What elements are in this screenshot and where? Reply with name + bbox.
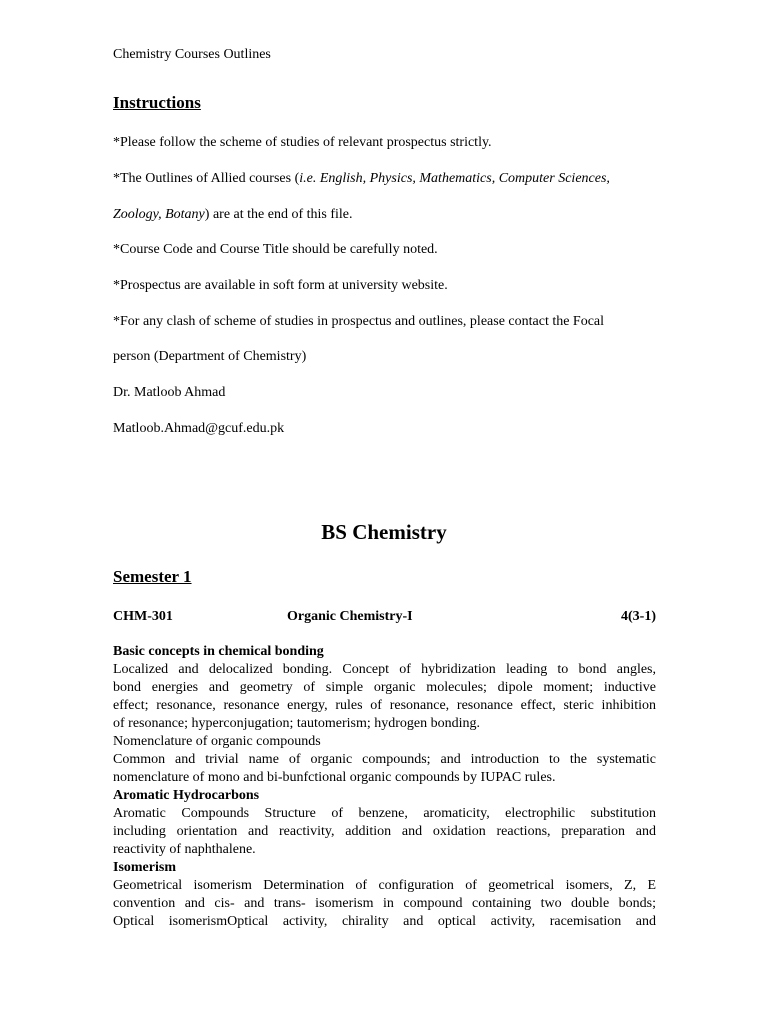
instruction-line-3-text: ) are at the end of this file. <box>204 207 353 222</box>
outline-line: of resonance; hyperconjugation; tautomerism; hydrogen bonding. <box>113 716 481 731</box>
outline-line: Aromatic Compounds Structure of benzene, aromaticity, electrophilic substitution <box>113 806 656 821</box>
course-code: CHM-301 <box>113 609 173 624</box>
semester-heading: Semester 1 <box>113 567 192 586</box>
outline-line: reactivity of naphthalene. <box>113 842 256 857</box>
outline-subheading: Aromatic Hydrocarbons <box>113 788 260 803</box>
program-title: BS Chemistry <box>321 520 447 544</box>
course-outline <box>113 643 656 931</box>
outline-line: including orientation and reactivity, addition and oxidation reactions, preparation and <box>113 824 656 839</box>
outline-subheading: Basic concepts in chemical bonding <box>113 644 324 659</box>
instruction-line-2 <box>113 170 610 188</box>
outline-line: Geometrical isomerism Determination of configuration of geometrical isomers, Z, E <box>113 878 656 893</box>
outline-line: convention and cis- and trans- isomerism in compound containing two double bonds; <box>113 896 656 911</box>
allied-courses-list-cont: Zoology, Botany <box>113 207 205 222</box>
outline-line: Common and trivial name of organic compounds; and introduction to the systematic <box>113 752 656 767</box>
outline-line: Localized and delocalized bonding. Concept of hybridization leading to bond angles, <box>113 662 656 677</box>
instruction-line-3 <box>113 206 353 224</box>
course-row <box>113 608 656 626</box>
contact-email: Matloob.Ahmad@gcuf.edu.pk <box>113 421 285 436</box>
outline-line: nomenclature of mono and bi-bunfctional organic compounds by IUPAC rules. <box>113 770 556 785</box>
outline-line: Optical isomerismOptical activity, chirality and optical activity, racemisation and <box>113 914 656 929</box>
course-title: Organic Chemistry-I <box>287 609 413 624</box>
outline-line: Nomenclature of organic compounds <box>113 734 321 749</box>
outline-line: effect; resonance, resonance energy, rules of resonance, resonance effect, steric inhibition <box>113 698 656 713</box>
allied-courses-list: i.e. English, Physics, Mathematics, Computer Sciences, <box>299 171 610 186</box>
outline-line: bond energies and geometry of simple organic molecules; dipole moment; inductive <box>113 680 656 695</box>
instruction-line-7: person (Department of Chemistry) <box>113 349 307 364</box>
instructions-heading: Instructions <box>113 93 201 112</box>
outline-subheading: Isomerism <box>113 860 176 875</box>
course-credits: 4(3-1) <box>621 609 656 624</box>
instruction-line-1: *Please follow the scheme of studies of relevant prospectus strictly. <box>113 135 492 150</box>
instruction-line-6: *For any clash of scheme of studies in prospectus and outlines, please contact the Focal <box>113 314 605 329</box>
document-header: Chemistry Courses Outlines <box>113 47 271 62</box>
instruction-line-5: *Prospectus are available in soft form at university website. <box>113 278 448 293</box>
instruction-line-4: *Course Code and Course Title should be carefully noted. <box>113 242 438 257</box>
instruction-line-2-text: *The Outlines of Allied courses ( <box>113 171 300 186</box>
contact-name: Dr. Matloob Ahmad <box>113 385 226 400</box>
